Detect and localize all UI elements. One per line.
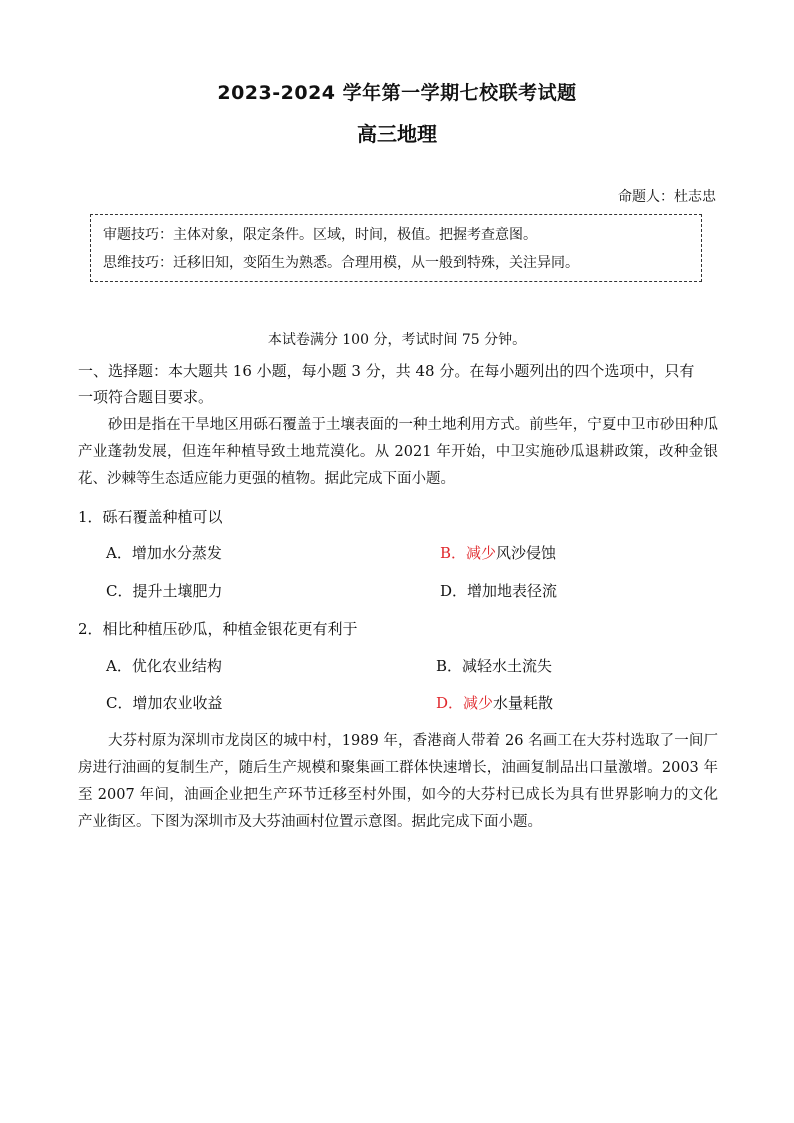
q2-option-b[interactable]: B．减轻水土流失	[436, 657, 553, 675]
q1-option-b[interactable]	[440, 542, 556, 563]
q2-option-a[interactable]: A．优化农业结构	[106, 657, 222, 675]
q2-option-c[interactable]: C．增加农业收益	[106, 694, 223, 712]
subject-title: 高三地理	[357, 122, 437, 146]
q2-option-d[interactable]	[436, 692, 553, 713]
author-line: 命题人：杜志忠	[618, 189, 716, 205]
passage-1: 砂田是指在干旱地区用砾石覆盖于土壤表面的一种土地利用方式。前些年，宁夏中卫市砂田种瓜产业蓬勃发展，但连年种植导致土地荒漠化。从 2021 年开始，中卫实施砂瓜退耕政策，改种金银花、沙棘等生态适应能力更强的植物。据此完成下面小题。	[78, 417, 718, 487]
question-2-stem: 2．相比种植压砂瓜，种植金银花更有利于	[78, 620, 358, 638]
q1-option-d[interactable]: D．增加地表径流	[440, 582, 558, 600]
q1-option-c[interactable]: C．提升土壤肥力	[106, 582, 223, 600]
q1-option-a[interactable]: A．增加水分蒸发	[106, 544, 222, 562]
tip-thinking: 思维技巧：迁移旧知，变陌生为熟悉。合理用模，从一般到特殊，关注异同。	[103, 255, 579, 271]
q1-option-b-highlight: B．减少	[440, 544, 497, 562]
q1-option-b-rest: 风沙侵蚀	[496, 544, 557, 562]
tip-reading: 审题技巧：主体对象，限定条件。区域，时间，极值。把握考查意图。	[103, 227, 537, 243]
exam-info: 本试卷满分 100 分，考试时间 75 分钟。	[267, 332, 527, 348]
passage-2: 大芬村原为深圳市龙岗区的城中村，1989 年，香港商人带着 26 名画工在大芬村选取了一间厂房进行油画的复制生产，随后生产规模和聚集画工群体快速增长，油画复制品出口量激增。2003 年至 2007 年间，油画企业把生产环节迁移至村外围，如今的大芬村已成长为具有世界影响力的文化产业街区。下图为深圳市及大芬油画村位置示意图。据此完成下面小题。	[78, 733, 718, 830]
section1-intro-line2: 一项符合题目要求。	[78, 388, 214, 406]
exam-title: 2023-2024 学年第一学期七校联考试题	[217, 82, 577, 104]
section1-intro	[78, 358, 718, 410]
question-1-stem: 1．砾石覆盖种植可以	[78, 508, 223, 526]
q2-option-d-rest: 水量耗散	[493, 694, 554, 712]
section1-intro-line1: 一、选择题：本大题共 16 小题，每小题 3 分，共 48 分。在每小题列出的四个选项中，只有	[78, 362, 695, 380]
tips-box	[90, 214, 702, 282]
q2-option-d-highlight: D．减少	[436, 694, 494, 712]
